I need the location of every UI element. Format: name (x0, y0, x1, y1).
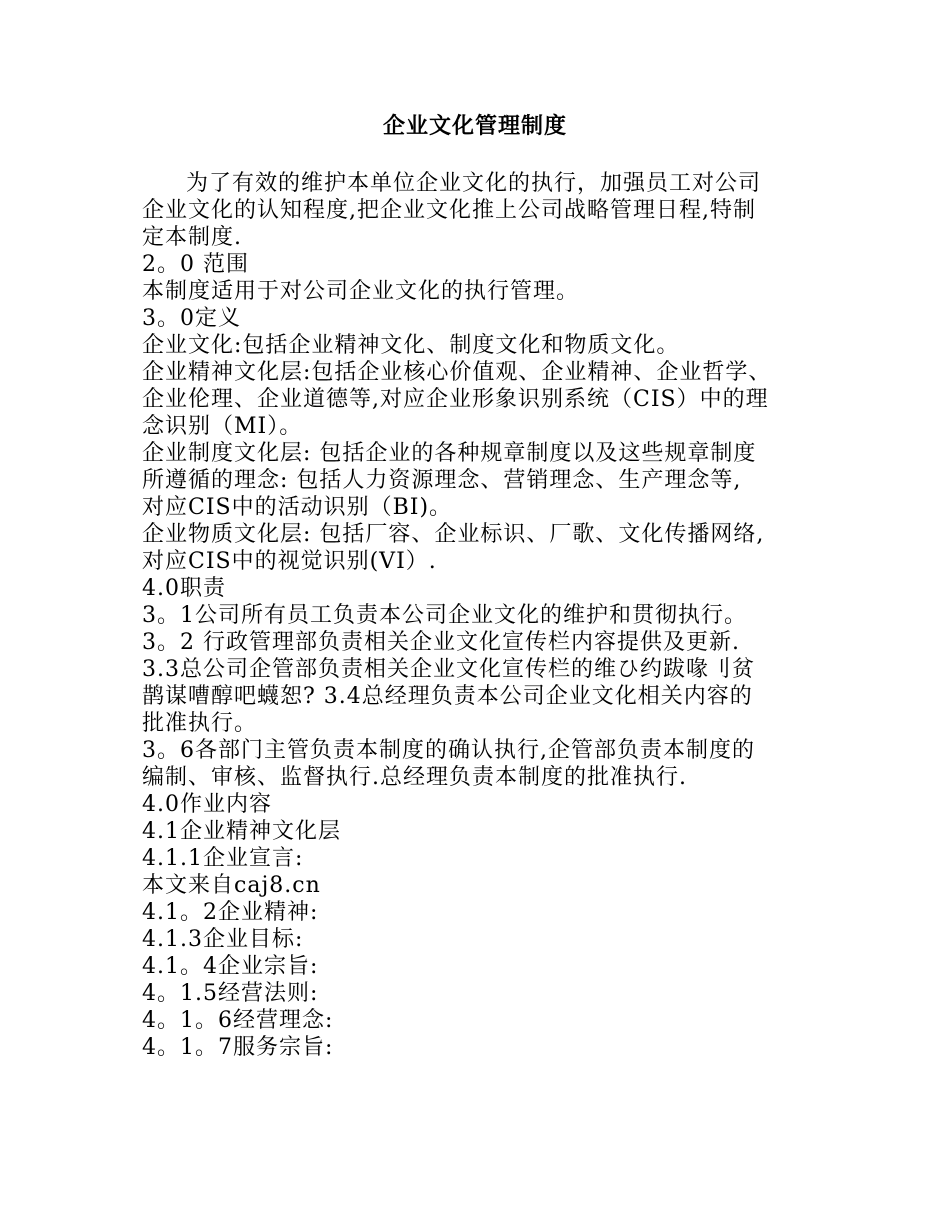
paragraph-line: 定本制度. (142, 225, 242, 250)
paragraph-line: 企业文化:包括企业精神文化、制度文化和物质文化。 (142, 333, 680, 358)
paragraph-line: 企业伦理、企业道德等,对应企业形象识别系统（CIS）中的理 (142, 387, 769, 412)
list-item: 4。1。6经营理念: (142, 1008, 334, 1033)
paragraph-line: 批准执行。 (142, 711, 258, 736)
paragraph-line: 本制度适用于对公司企业文化的执行管理。 (142, 279, 580, 304)
paragraph-line: 念识别（MI）。 (142, 414, 303, 439)
document-body (142, 170, 832, 1061)
list-item: 4.1.3企业目标: (142, 927, 304, 952)
section-heading: 3。0定义 (142, 306, 241, 331)
paragraph-line: 所遵循的理念: 包括人力资源理念、营销理念、生产理念等, (142, 468, 742, 493)
paragraph-line: 编制、审核、监督执行.总经理负责本制度的批准执行. (142, 765, 687, 790)
section-heading: 2。0 范围 (142, 252, 249, 277)
page-title: 企业文化管理制度 (382, 114, 567, 139)
paragraph-line: 企业物质文化层: 包括厂容、企业标识、厂歌、文化传播网络, (142, 522, 765, 547)
paragraph-line: 3。2 行政管理部负责相关企业文化宣传栏内容提供及更新. (142, 630, 740, 655)
paragraph-line: 鹊谋嘈醇吧蠛恕? 3.4总经理负责本公司企业文化相关内容的 (142, 684, 753, 709)
list-item: 4.1。2企业精神: (142, 900, 319, 925)
paragraph-line: 企业精神文化层:包括企业核心价值观、企业精神、企业哲学、 (142, 360, 772, 385)
paragraph-line: 为了有效的维护本单位企业文化的执行，加强员工对公司 (186, 171, 762, 196)
paragraph-line: 对应CIS中的活动识别（BI)。 (142, 495, 453, 520)
paragraph-line: 对应CIS中的视觉识别(VI）. (142, 549, 437, 574)
paragraph-line: 3。1公司所有员工负责本公司企业文化的维护和贯彻执行。 (142, 603, 747, 628)
paragraph-line: 3。6各部门主管负责本制度的确认执行,企管部负责本制度的 (142, 738, 755, 763)
section-heading: 4.0职责 (142, 576, 226, 601)
list-item: 4。1.5经营法则: (142, 981, 319, 1006)
subsection-heading: 4.1企业精神文化层 (142, 819, 341, 844)
list-item: 4.1。4企业宗旨: (142, 954, 319, 979)
paragraph-line: 本文来自caj8.cn (142, 873, 321, 898)
paragraph-line: 企业文化的认知程度,把企业文化推上公司战略管理日程,特制 (142, 198, 756, 223)
section-heading: 4.0作业内容 (142, 792, 272, 817)
list-item: 4。1。7服务宗旨: (142, 1035, 334, 1060)
paragraph-line: 企业制度文化层: 包括企业的各种规章制度以及这些规章制度 (142, 441, 757, 466)
paragraph-line: 3.3总公司企管部负责相关企业文化宣传栏的维ひ约跋喙刂贫 (142, 657, 755, 682)
list-item: 4.1.1企业宣言: (142, 846, 304, 871)
